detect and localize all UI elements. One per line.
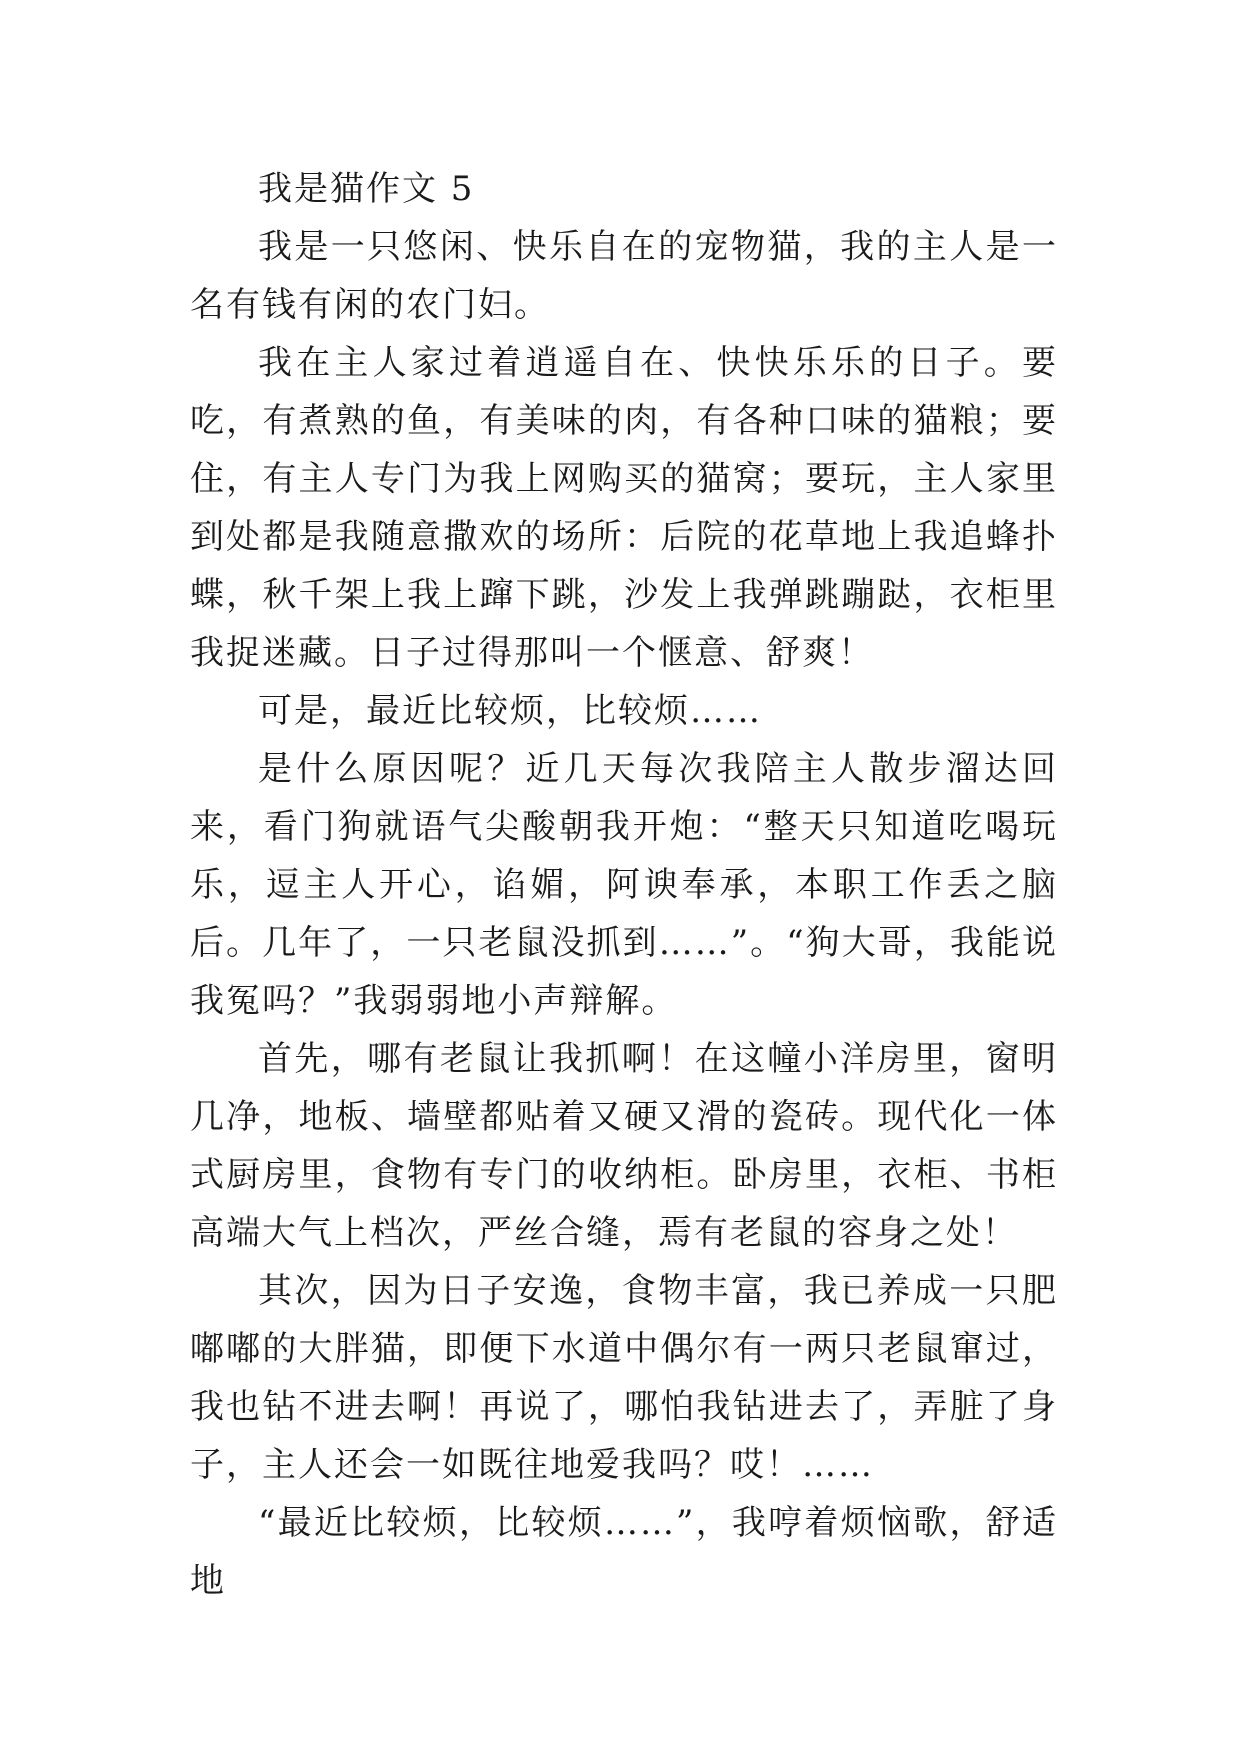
essay-paragraph: 其次，因为日子安逸，食物丰富，我已养成一只肥嘟嘟的大胖猫，即便下水道中偶尔有一两只老鼠窜过，我也钻不进去啊！再说了，哪怕我钻进去了，弄脏了身子，主人还会一如既往地爱我吗？哎！……: [190, 1271, 1058, 1485]
essay-paragraph: 我是一只悠闲、快乐自在的宠物猫，我的主人是一名有钱有闲的农门妇。: [190, 227, 1058, 325]
essay-paragraph: 我在主人家过着逍遥自在、快快乐乐的日子。要吃，有煮熟的鱼，有美味的肉，有各种口味的猫粮；要住，有主人专门为我上网购买的猫窝；要玩，主人家里到处都是我随意撒欢的场所：后院的花草地上我追蜂扑蝶，秋千架上我上蹿下跳，沙发上我弹跳蹦跶，衣柜里我捉迷藏。日子过得那叫一个惬意、舒爽！: [190, 343, 1058, 673]
essay-paragraph: 可是，最近比较烦，比较烦……: [258, 691, 762, 731]
essay-paragraph: 是什么原因呢？近几天每次我陪主人散步溜达回来，看门狗就语气尖酸朝我开炮：“整天只知道吃喝玩乐，逗主人开心，谄媚，阿谀奉承，本职工作丢之脑后。几年了，一只老鼠没抓到……”。“狗大哥，我能说我冤吗？”我弱弱地小声辩解。: [190, 749, 1058, 1021]
essay-paragraph: 首先，哪有老鼠让我抓啊！在这幢小洋房里，窗明几净，地板、墙壁都贴着又硬又滑的瓷砖。现代化一体式厨房里，食物有专门的收纳柜。卧房里，衣柜、书柜高端大气上档次，严丝合缝，焉有老鼠的容身之处！: [190, 1039, 1058, 1253]
essay-title: 我是猫作文 5: [258, 169, 475, 209]
essay-body: [190, 160, 1058, 1610]
essay-paragraph: “最近比较烦，比较烦……”，我哼着烦恼歌，舒适地: [190, 1503, 1058, 1601]
